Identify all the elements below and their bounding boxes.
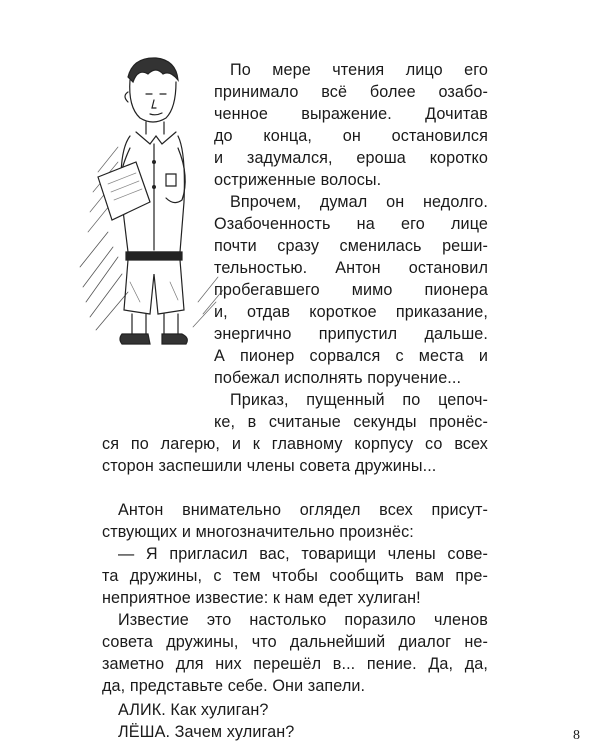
page-number: 8 bbox=[573, 728, 580, 743]
text-line: до конца, он остановился bbox=[214, 127, 488, 145]
text-line: тельностью. Антон остановил bbox=[214, 259, 488, 277]
text-line: остриженные волосы. bbox=[214, 171, 382, 189]
text-line: По мере чтения лицо его bbox=[230, 61, 488, 79]
dialogue-line: АЛИК. Как хулиган? bbox=[118, 701, 269, 719]
text-line: да, представьте себе. Они запели. bbox=[102, 677, 366, 695]
text-line: ствующих и многозначительно произнёс: bbox=[102, 523, 414, 541]
text-line: совета дружины, что дальнейший диалог не- bbox=[102, 633, 488, 651]
text-line: ке, в считаные секунды пронёс- bbox=[214, 413, 488, 431]
text-line: Приказ, пущенный по цепоч- bbox=[230, 391, 488, 409]
text-line: та дружины, с тем чтобы сообщить вам пре- bbox=[102, 567, 488, 585]
text-line: сторон заспешили члены совета дружины... bbox=[102, 457, 437, 475]
text-line: ченное выражение. Дочитав bbox=[214, 105, 488, 123]
text-line: А пионер сорвался с места и bbox=[214, 347, 488, 365]
boy-reading-paper-icon bbox=[78, 52, 228, 352]
text-line: Озабоченность на его лице bbox=[214, 215, 488, 233]
text-line: пробегавшего мимо пионера bbox=[214, 281, 488, 299]
text-line: и, отдав короткое приказание, bbox=[214, 303, 488, 321]
text-line: и задумался, ероша коротко bbox=[214, 149, 488, 167]
text-line: принимало всё более озабо- bbox=[214, 83, 488, 101]
dialogue-line: ЛЁША. Зачем хулиган? bbox=[118, 723, 295, 741]
text-line: почти сразу сменилась реши- bbox=[214, 237, 488, 255]
text-line: неприятное известие: к нам едет хулиган! bbox=[102, 589, 421, 607]
text-line: Известие это настолько поразило членов bbox=[118, 611, 488, 629]
text-line: ся по лагерю, и к главному корпусу со всех bbox=[102, 435, 488, 453]
text-line: заметно для них перешёл в... пение. Да, да, bbox=[102, 655, 488, 673]
text-line: побежал исполнять поручение... bbox=[214, 369, 462, 387]
text-line: Антон внимательно оглядел всех присут- bbox=[118, 501, 488, 519]
text-line: энергично припустил дальше. bbox=[214, 325, 488, 343]
text-line: Впрочем, думал он недолго. bbox=[230, 193, 488, 211]
text-line: — Я пригласил вас, товарищи члены сове- bbox=[118, 545, 488, 563]
